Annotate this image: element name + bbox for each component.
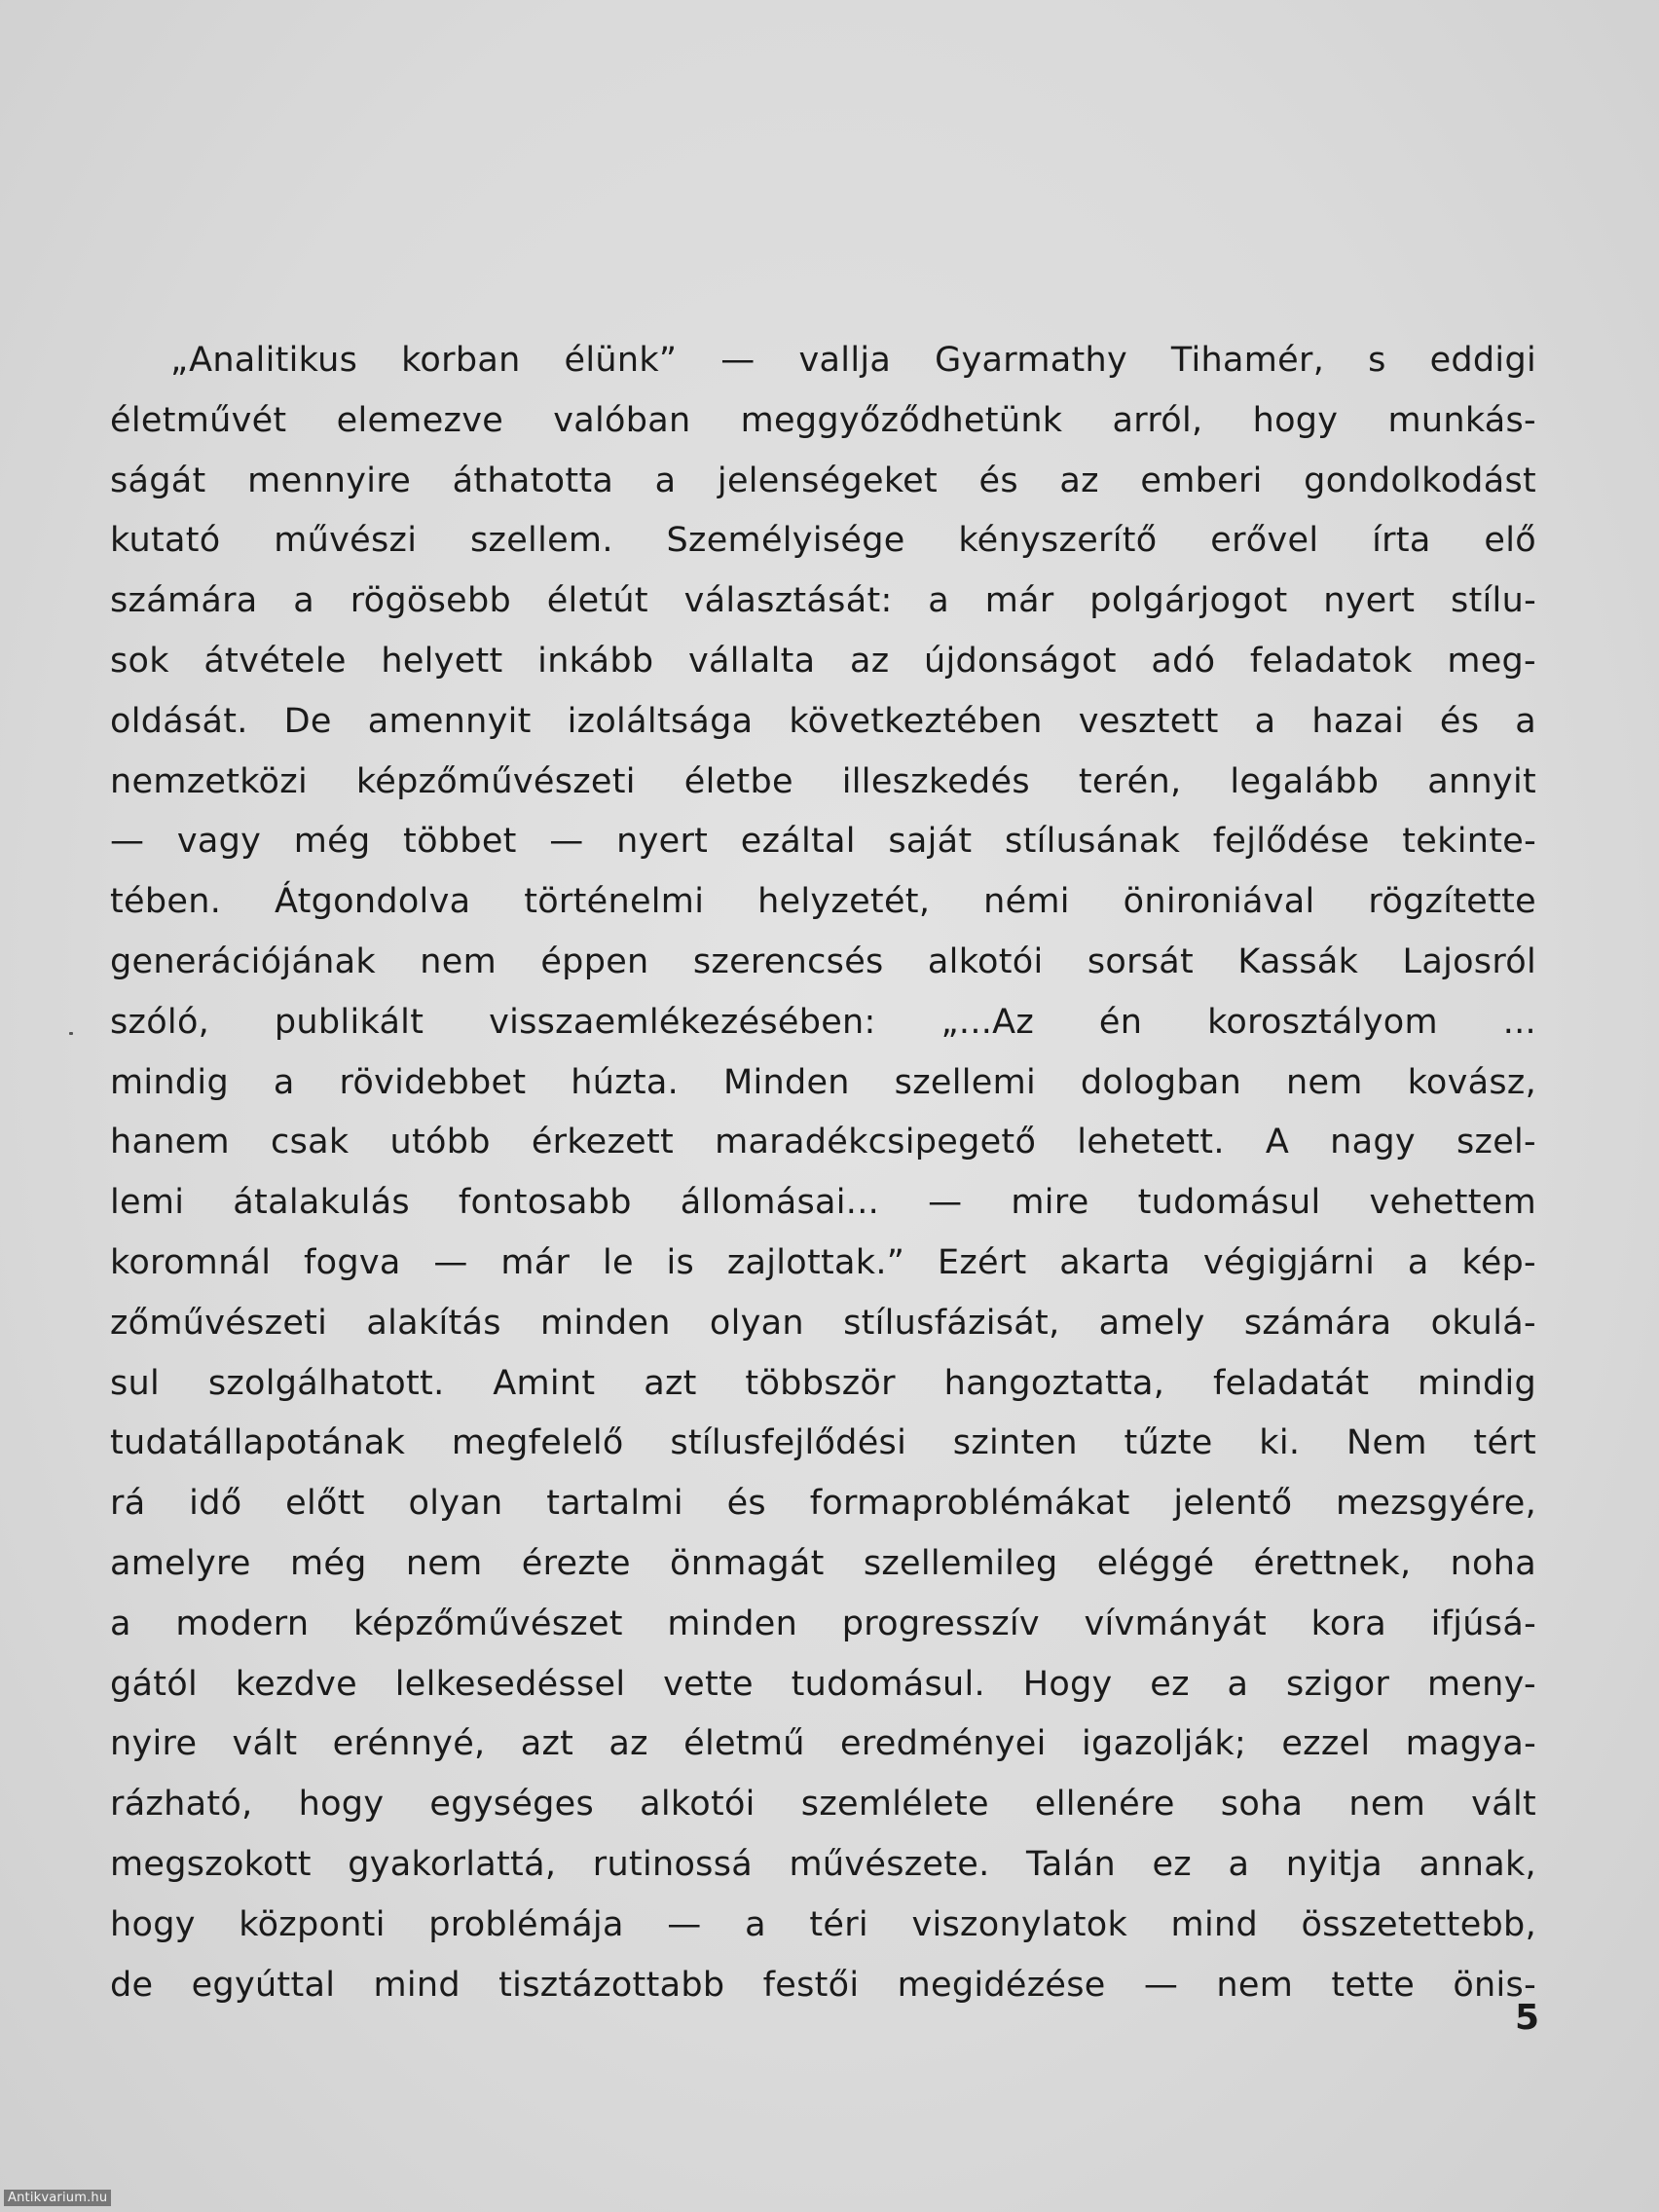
text-line: a modern képzőművészet minden progresszív vívmányát kora ifjúsá- <box>110 1604 1536 1643</box>
text-line: szóló, publikált visszaemlékezésében: „...Az én korosztályom ... <box>110 1002 1536 1042</box>
page-number: 5 <box>1515 1998 1540 2038</box>
text-line: gától kezdve lelkesedéssel vette tudomásul. Hogy ez a szigor meny- <box>110 1664 1536 1704</box>
stray-ink-mark <box>69 1032 73 1035</box>
text-line: sul szolgálhatott. Amint azt többször hangoztatta, feladatát mindig <box>110 1363 1536 1403</box>
text-line: de egyúttal mind tisztázottabb festői megidézése — nem tette önis- <box>110 1965 1536 2005</box>
text-line: lemi átalakulás fontosabb állomásai... — mire tudomásul vehettem <box>110 1183 1536 1223</box>
text-line: rázható, hogy egységes alkotói szemlélete ellenére soha nem vált <box>110 1785 1536 1825</box>
text-line: koromnál fogva — már le is zajlottak.” Ezért akarta végigjárni a kép- <box>110 1242 1536 1282</box>
text-line: tudatállapotának megfelelő stílusfejlődési szinten tűzte ki. Nem tért <box>110 1423 1536 1463</box>
text-line: tében. Átgondolva történelmi helyzetét, némi önironiával rögzítette <box>110 882 1536 922</box>
watermark: Antikvarium.hu <box>4 2190 111 2206</box>
text-line: életművét elemezve valóban meggyőződhetünk arról, hogy munkás- <box>110 400 1536 440</box>
text-line: hogy központi problémája — a téri viszonylatok mind összetettebb, <box>110 1904 1536 1944</box>
text-line: sok átvétele helyett inkább vállalta az újdonságot adó feladatok meg- <box>110 641 1536 681</box>
text-line: amelyre még nem érezte önmagát szellemileg eléggé érettnek, noha <box>110 1543 1536 1583</box>
text-line: generációjának nem éppen szerencsés alkotói sorsát Kassák Lajosról <box>110 941 1536 981</box>
text-line: kutató művészi szellem. Személyisége kényszerítő erővel írta elő <box>110 521 1536 561</box>
text-line: nemzetközi képzőművészeti életbe illeszkedés terén, legalább annyit <box>110 761 1536 801</box>
text-line: — vagy még többet — nyert ezáltal saját stílusának fejlődése tekinte- <box>110 822 1536 862</box>
text-line: zőművészeti alakítás minden olyan stílusfázisát, amely számára okulá- <box>110 1303 1536 1343</box>
text-line: megszokott gyakorlattá, rutinossá művészete. Talán ez a nyitja annak, <box>110 1844 1536 1884</box>
text-line: ságát mennyire áthatotta a jelenségeket és az emberi gondolkodást <box>110 461 1536 500</box>
body-text <box>110 331 1536 2015</box>
text-line: mindig a rövidebbet húzta. Minden szellemi dologban nem kovász, <box>110 1062 1536 1102</box>
text-line: számára a rögösebb életút választását: a már polgárjogot nyert stílu- <box>110 581 1536 621</box>
text-line: nyire vált erénnyé, azt az életmű eredményei igazolják; ezzel magya- <box>110 1724 1536 1764</box>
text-line: „Analitikus korban élünk” — vallja Gyarmathy Tihamér, s eddigi <box>170 341 1536 380</box>
text-line: rá idő előtt olyan tartalmi és formaproblémákat jelentő mezsgyére, <box>110 1484 1536 1524</box>
text-line: oldását. De amennyit izoláltsága következtében vesztett a hazai és a <box>110 701 1536 741</box>
text-line: hanem csak utóbb érkezett maradékcsipegető lehetett. A nagy szel- <box>110 1123 1536 1162</box>
